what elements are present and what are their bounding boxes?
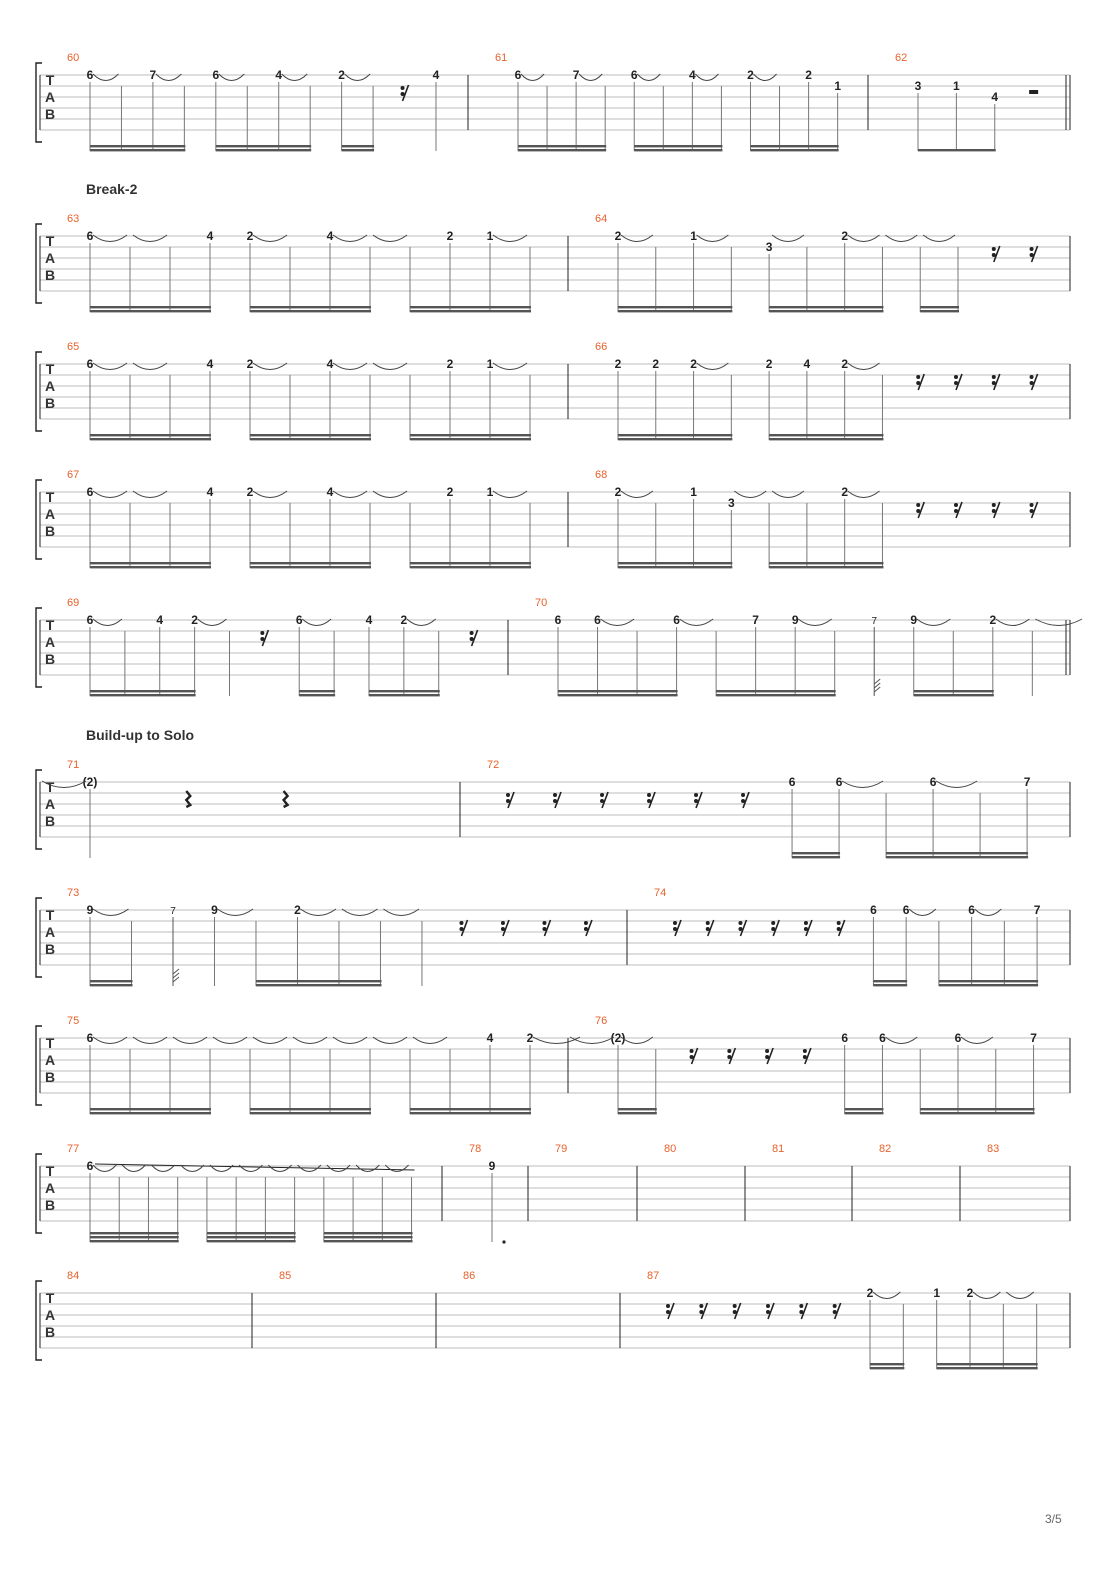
rest-glyph [833, 1303, 841, 1319]
note-beam [618, 434, 732, 436]
note-beam [250, 1108, 371, 1110]
fret-number: 2 [246, 229, 254, 243]
tab-clef-letter: B [44, 1324, 56, 1340]
rest-glyph [401, 85, 409, 101]
measure-number: 81 [772, 1143, 785, 1155]
fret-number: 6 [954, 1031, 962, 1045]
note-beam [90, 434, 211, 436]
fret-number: 7 [752, 613, 759, 627]
measure-number: 77 [67, 1143, 80, 1155]
note-beam [918, 149, 996, 151]
measure-number: 73 [67, 887, 80, 899]
rest-glyph [673, 920, 681, 936]
note-beam [886, 852, 1028, 854]
rest-glyph [470, 630, 478, 646]
measure-number: 61 [495, 52, 508, 64]
fret-number: 1 [690, 229, 697, 243]
note-beam [618, 438, 732, 440]
rest-glyph [694, 792, 702, 808]
fret-number: 2 [446, 357, 454, 371]
rest-glyph [1030, 246, 1038, 262]
measure-number: 67 [67, 469, 80, 481]
measure-number: 83 [987, 1143, 1000, 1155]
fret-number: 4 [365, 613, 373, 627]
note-beam [870, 1367, 904, 1369]
rest-glyph [799, 1303, 807, 1319]
rest-glyph [727, 1048, 735, 1064]
fret-number: 4 [206, 229, 214, 243]
note-beam [634, 149, 722, 151]
note-beam [518, 149, 606, 151]
fret-number: 6 [86, 1031, 94, 1045]
note-beam [90, 984, 132, 986]
fret-number: 2 [614, 229, 622, 243]
note-beam [207, 1240, 296, 1242]
note-beam [618, 306, 732, 308]
measure-number: 75 [67, 1015, 80, 1027]
note-beam [410, 438, 531, 440]
note-beam [410, 566, 531, 568]
tab-clef-letter: A [44, 89, 56, 105]
fret-number: 7 [572, 68, 580, 82]
note-beam [90, 1236, 179, 1238]
tab-clef-letter: B [44, 1069, 56, 1085]
rest-glyph [954, 502, 962, 518]
rest-glyph [600, 792, 608, 808]
fret-number: 2 [446, 485, 454, 499]
fret-number: 2 [614, 357, 622, 371]
note-beam [207, 1232, 296, 1234]
note-beam [769, 566, 883, 568]
measure-number: 70 [535, 597, 548, 609]
measure-number: 64 [595, 213, 608, 225]
fret-number: 6 [212, 68, 220, 82]
note-beam [618, 1112, 657, 1114]
note-beam [937, 1363, 1038, 1365]
rest-glyph [553, 792, 561, 808]
rest-glyph [284, 791, 288, 807]
fret-number: 1 [953, 79, 960, 93]
note-beam [90, 310, 211, 312]
tab-clef-letter: T [45, 779, 55, 795]
fret-number: 1 [486, 357, 494, 371]
note-beam [250, 562, 371, 564]
note-beam [716, 690, 836, 692]
fret-number: 9 [910, 613, 918, 627]
fret-number: 4 [326, 357, 334, 371]
note-beam [90, 1112, 211, 1114]
fret-number: 2 [614, 485, 622, 499]
tab-clef-letter: B [44, 106, 56, 122]
fret-number: 6 [86, 229, 94, 243]
note-beam [920, 306, 959, 308]
tab-clef-letter: T [45, 361, 55, 377]
tab-clef-letter: A [44, 1180, 56, 1196]
fret-number: 4 [432, 68, 440, 82]
rest-glyph [992, 246, 1000, 262]
rest-glyph [260, 630, 268, 646]
fret-number: 1 [834, 79, 842, 93]
note-beam [342, 145, 374, 147]
rest-glyph [1030, 374, 1038, 390]
fret-number: 6 [788, 775, 796, 789]
measure-number: 62 [895, 52, 908, 64]
fret-number: 3 [765, 240, 773, 254]
fret-number: 4 [326, 485, 334, 499]
fret-number: 2 [446, 229, 454, 243]
grace-fret-number: 7 [170, 906, 176, 917]
fret-number: 2 [966, 1286, 974, 1300]
fret-number: 2 [526, 1031, 534, 1045]
tab-clef-letter: B [44, 813, 56, 829]
fret-number: 2 [747, 68, 754, 82]
rest-glyph [501, 920, 509, 936]
note-beam [299, 690, 335, 692]
note-beam [873, 980, 907, 982]
fret-number: 4 [326, 229, 334, 243]
measure-number: 78 [469, 1143, 482, 1155]
tab-clef-letter: B [44, 1197, 56, 1213]
note-beam [920, 310, 959, 312]
rest-glyph [837, 920, 845, 936]
fret-number: 7 [149, 68, 157, 82]
note-beam [939, 980, 1038, 982]
note-beam [342, 149, 374, 151]
fret-number: 4 [689, 68, 696, 82]
note-beam [250, 434, 371, 436]
fret-number: 6 [514, 68, 522, 82]
fret-number: 4 [486, 1031, 494, 1045]
tab-clef-letter: T [45, 489, 55, 505]
tab-clef-letter: B [44, 395, 56, 411]
fret-number: 6 [594, 613, 601, 627]
page-number: 3/5 [1045, 1512, 1062, 1526]
fret-number: 2 [690, 357, 697, 371]
note-beam [769, 562, 883, 564]
fret-number: 6 [835, 775, 843, 789]
measure-number: 71 [67, 759, 80, 771]
fret-number: 6 [554, 613, 562, 627]
fret-number: 2 [246, 357, 254, 371]
note-beam [90, 1232, 179, 1234]
measure-number: 76 [595, 1015, 608, 1027]
fret-number: 6 [902, 903, 910, 917]
tab-clef-letter: T [45, 1035, 55, 1051]
rest-glyph [765, 1048, 773, 1064]
note-beam [90, 566, 211, 568]
note-beam [369, 690, 440, 692]
rest-glyph [803, 1048, 811, 1064]
tab-clef-letter: T [45, 907, 55, 923]
note-beam [256, 980, 381, 982]
fret-number: 1 [486, 229, 494, 243]
note-beam [769, 434, 883, 436]
fret-number: 9 [211, 903, 218, 917]
fret-number: 2 [805, 68, 812, 82]
note-beam [90, 980, 132, 982]
note-beam [90, 694, 196, 696]
note-beam [90, 690, 196, 692]
section-title-build-up-to-solo: Build-up to Solo [86, 727, 195, 743]
note-beam [250, 1112, 371, 1114]
measure-number: 74 [654, 887, 667, 899]
fret-number: 7 [1033, 903, 1041, 917]
fret-number: 7 [1023, 775, 1031, 789]
fret-number: 4 [206, 357, 214, 371]
rest-glyph [1030, 502, 1038, 518]
fret-number: 6 [841, 1031, 849, 1045]
note-beam [558, 694, 678, 696]
note-beam [558, 690, 678, 692]
note-beam [845, 1112, 884, 1114]
note-beam [324, 1232, 413, 1234]
tab-clef-letter: B [44, 941, 56, 957]
note-beam [216, 149, 311, 151]
note-beam [920, 1108, 1034, 1110]
fret-number: 2 [338, 68, 345, 82]
rest-glyph [706, 920, 714, 936]
note-beam [870, 1363, 904, 1365]
rest-glyph [666, 1303, 674, 1319]
rest-glyph [647, 792, 655, 808]
measure-number: 66 [595, 341, 608, 353]
rest-glyph [992, 502, 1000, 518]
note-beam [90, 1240, 179, 1242]
fret-number: 2 [400, 613, 408, 627]
fret-number: 4 [156, 613, 164, 627]
fret-number: (2) [610, 1031, 626, 1045]
grace-fret-number: 7 [871, 616, 878, 627]
fret-number: 6 [86, 357, 94, 371]
note-beam [324, 1236, 413, 1238]
note-beam [410, 306, 531, 308]
note-beam [299, 694, 335, 696]
rest-glyph [916, 502, 924, 518]
tab-clef-letter: A [44, 634, 56, 650]
fret-number: 4 [275, 68, 283, 82]
note-beam [920, 1112, 1034, 1114]
note-beam [618, 310, 732, 312]
note-beam [324, 1240, 413, 1242]
fret-number: 9 [791, 613, 799, 627]
measure-number: 63 [67, 213, 80, 225]
note-beam [792, 852, 840, 854]
tab-clef-letter: A [44, 378, 56, 394]
note-beam [90, 149, 185, 151]
note-beam [769, 310, 883, 312]
measure-number: 79 [555, 1143, 568, 1155]
note-beam [410, 310, 531, 312]
rest-glyph [741, 792, 749, 808]
measure-number: 87 [647, 1270, 660, 1282]
fret-number: 6 [630, 68, 638, 82]
tab-clef-letter: A [44, 796, 56, 812]
fret-number: 4 [803, 357, 811, 371]
note-beam [873, 984, 907, 986]
rest-glyph [738, 920, 746, 936]
section-title-break-2: Break-2 [86, 181, 138, 197]
measure-number: 68 [595, 469, 608, 481]
rest-glyph [766, 1303, 774, 1319]
note-beam [250, 310, 371, 312]
fret-number: 2 [841, 357, 849, 371]
measure-number: 80 [664, 1143, 677, 1155]
fret-number: 6 [86, 485, 94, 499]
tab-clef-letter: A [44, 1307, 56, 1323]
tab-clef-letter: A [44, 250, 56, 266]
fret-number: 6 [86, 1159, 94, 1173]
measure-number: 84 [67, 1270, 80, 1282]
note-beam [250, 438, 371, 440]
tab-clef-letter: T [45, 72, 55, 88]
note-beam [750, 149, 838, 151]
fret-number: 9 [488, 1159, 496, 1173]
rest-glyph [733, 1303, 741, 1319]
tab-clef-letter: T [45, 1163, 55, 1179]
fret-number: 4 [991, 90, 999, 104]
rest-glyph [186, 791, 190, 807]
note-beam [792, 856, 840, 858]
note-beam [216, 145, 311, 147]
rest-glyph [804, 920, 812, 936]
fret-number: 1 [690, 485, 697, 499]
note-beam [845, 1108, 884, 1110]
note-beam [716, 694, 836, 696]
rest-glyph [699, 1303, 707, 1319]
note-beam [90, 438, 211, 440]
rest-glyph [954, 374, 962, 390]
measure-number: 60 [67, 52, 80, 64]
fret-number: 2 [191, 613, 198, 627]
rest-glyph [584, 920, 592, 936]
fret-number: 4 [206, 485, 214, 499]
note-beam [207, 1236, 296, 1238]
note-beam [90, 306, 211, 308]
tab-clef-letter: A [44, 1052, 56, 1068]
note-beam [250, 306, 371, 308]
measure-number: 72 [487, 759, 500, 771]
note-beam [410, 1108, 531, 1110]
note-beam [618, 1108, 657, 1110]
tab-clef-letter: B [44, 267, 56, 283]
fret-number: 6 [295, 613, 303, 627]
note-beam [518, 145, 606, 147]
measure-number: 69 [67, 597, 80, 609]
fret-number: 2 [989, 613, 997, 627]
rest-glyph [542, 920, 550, 936]
duration-dot [502, 1240, 505, 1243]
rest-glyph [1029, 90, 1038, 94]
fret-number: 7 [1030, 1031, 1037, 1045]
tab-clef-letter: T [45, 617, 55, 633]
fret-number: 3 [727, 496, 735, 510]
note-beam [750, 145, 838, 147]
fret-number: 3 [914, 79, 922, 93]
note-beam [618, 566, 732, 568]
fret-number: 6 [929, 775, 937, 789]
fret-number: 2 [652, 357, 660, 371]
fret-number: 2 [841, 229, 849, 243]
fret-number: 2 [866, 1286, 874, 1300]
note-beam [914, 690, 994, 692]
note-beam [369, 694, 440, 696]
tab-clef-letter: B [44, 523, 56, 539]
tab-clef-letter: T [45, 1290, 55, 1306]
fret-number: 6 [86, 68, 94, 82]
note-beam [914, 694, 994, 696]
note-beam [618, 562, 732, 564]
fret-number: 6 [879, 1031, 886, 1045]
rest-glyph [506, 792, 514, 808]
note-beam [937, 1367, 1038, 1369]
tab-clef-letter: B [44, 651, 56, 667]
fret-number: 2 [765, 357, 773, 371]
fret-number: 1 [486, 485, 494, 499]
fret-number: 1 [933, 1286, 941, 1300]
rest-glyph [916, 374, 924, 390]
note-beam [939, 984, 1038, 986]
note-beam [90, 562, 211, 564]
tab-clef-letter: A [44, 924, 56, 940]
fret-number: 2 [294, 903, 301, 917]
fret-number: 6 [673, 613, 680, 627]
measure-number: 86 [463, 1270, 476, 1282]
note-beam [769, 306, 883, 308]
rest-glyph [459, 920, 467, 936]
measure-number: 82 [879, 1143, 892, 1155]
note-beam [410, 434, 531, 436]
note-beam [90, 1108, 211, 1110]
tab-clef-letter: T [45, 233, 55, 249]
note-beam [410, 1112, 531, 1114]
note-beam [256, 984, 381, 986]
rest-glyph [992, 374, 1000, 390]
note-beam [90, 145, 185, 147]
note-beam [250, 566, 371, 568]
note-beam [769, 438, 883, 440]
fret-number: 6 [968, 903, 975, 917]
fret-number: 2 [246, 485, 254, 499]
fret-number: 6 [870, 903, 877, 917]
note-beam [634, 145, 722, 147]
rest-glyph [771, 920, 779, 936]
measure-number: 85 [279, 1270, 292, 1282]
note-beam [410, 562, 531, 564]
fret-number: 2 [841, 485, 849, 499]
fret-number: 6 [86, 613, 94, 627]
fret-number: 9 [86, 903, 94, 917]
tab-clef-letter: A [44, 506, 56, 522]
note-beam [886, 856, 1028, 858]
fret-number: (2) [82, 775, 98, 789]
measure-number: 65 [67, 341, 80, 353]
rest-glyph [690, 1048, 698, 1064]
